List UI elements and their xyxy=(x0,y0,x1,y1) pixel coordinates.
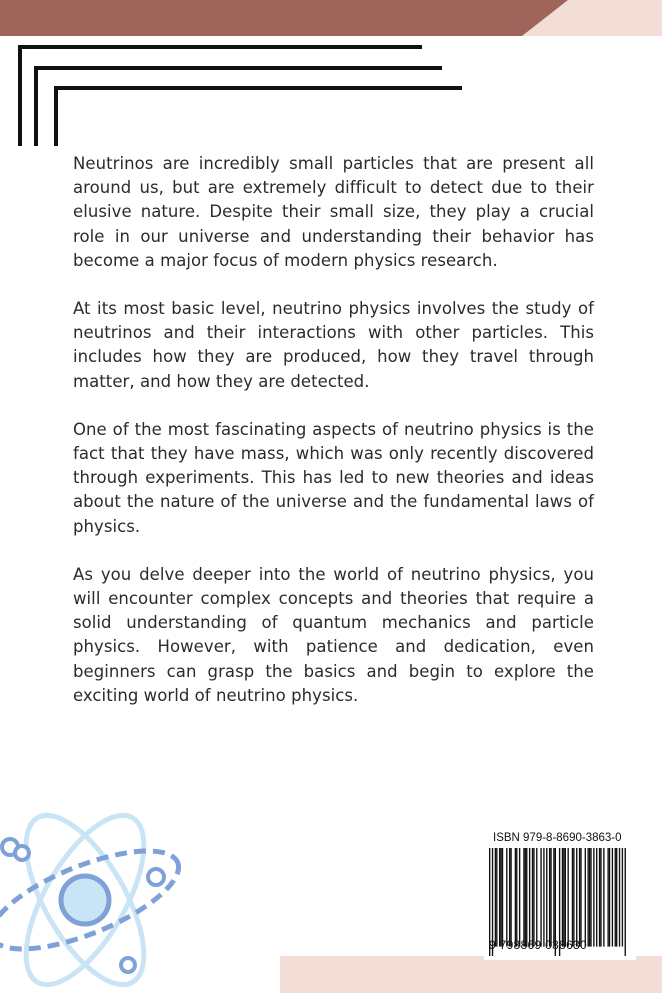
barcode-bar xyxy=(533,848,534,947)
atom-icon xyxy=(0,795,200,993)
barcode-bar xyxy=(523,848,524,947)
paragraph-1: Neutrinos are incredibly small particles that are present all around us, but are extremely difficult to detect due to their elusive nature. Despite their small size, they play a crucial role in our universe and understanding their behavior has become a major focus of modern physics research. xyxy=(73,154,594,270)
barcode-bar xyxy=(549,848,550,947)
barcode-bar xyxy=(553,848,554,947)
barcode-bar xyxy=(599,848,600,947)
barcode-bar xyxy=(616,848,617,947)
back-cover-text xyxy=(73,152,594,732)
barcode-bar xyxy=(607,848,608,947)
barcode-bar xyxy=(529,848,530,947)
barcode-bar xyxy=(573,848,574,947)
barcode-bar xyxy=(540,848,541,947)
barcode-bar xyxy=(496,848,497,947)
barcode-bar xyxy=(572,848,573,947)
barcode-bar xyxy=(525,848,526,947)
barcode-bar xyxy=(502,848,503,947)
barcode-bar xyxy=(550,848,551,947)
barcode-bar xyxy=(526,848,527,947)
isbn-barcode-block xyxy=(484,832,636,960)
barcode-bar xyxy=(563,848,564,947)
barcode-bar xyxy=(519,848,520,947)
barcode-bar xyxy=(516,848,517,947)
paragraph-2: At its most basic level, neutrino physics involves the study of neutrinos and their interactions with other particles. This includes how they are produced, how they travel through matter, and how they are detected. xyxy=(73,299,594,391)
barcode-bar xyxy=(609,848,610,947)
isbn-label: ISBN 979-8-8690-3863-0 xyxy=(493,832,622,844)
barcode-bar xyxy=(543,848,544,947)
barcode-bar xyxy=(509,848,510,947)
barcode-bar xyxy=(580,848,581,947)
barcode-bar xyxy=(612,848,613,947)
barcode-bar xyxy=(600,848,601,947)
barcode-bar xyxy=(546,848,547,947)
barcode-bar xyxy=(622,848,623,947)
barcode-bar xyxy=(532,848,533,947)
barcode-bar xyxy=(500,848,501,947)
barcode-bar xyxy=(589,848,590,947)
barcode-bar xyxy=(603,848,604,947)
barcode-bar xyxy=(506,848,507,947)
barcode-bar xyxy=(619,848,620,947)
bottom-color-band xyxy=(280,956,662,993)
barcode-bar xyxy=(593,848,594,947)
barcode-bar xyxy=(587,848,588,947)
barcode-bar xyxy=(499,848,500,947)
corner-frame-lines xyxy=(0,36,480,146)
top-color-band xyxy=(0,0,662,36)
barcode-bar xyxy=(495,848,496,947)
paragraph-4: As you delve deeper into the world of neutrino physics, you will encounter complex concepts and theories that require a solid understanding of quantum mechanics and particle physics. However, with patience and dedication, even beginners can grasp the basics and begin to explore the exciting world of neutrino physics. xyxy=(73,564,594,705)
barcode-bar xyxy=(596,848,597,947)
barcode-bar xyxy=(585,848,586,947)
barcode-bar xyxy=(510,848,511,947)
barcode-bar xyxy=(536,848,537,947)
barcode-bar xyxy=(576,848,577,947)
barcode-bar xyxy=(565,848,566,947)
barcode-bar xyxy=(562,848,563,947)
barcode-bar xyxy=(590,848,591,947)
paragraph-3: One of the most fascinating aspects of neutrino physics is the fact that they have mass, which was only recently discovered through experiments. This has led to new theories and ideas about the nature of the universe and the fundamental laws of physics. xyxy=(73,419,594,536)
barcode-bar xyxy=(615,848,616,947)
barcode-bar xyxy=(567,848,568,947)
barcode-bar xyxy=(515,848,516,947)
barcode-bar xyxy=(579,848,580,947)
barcode-digits: 9 798869 038630 xyxy=(489,938,587,952)
